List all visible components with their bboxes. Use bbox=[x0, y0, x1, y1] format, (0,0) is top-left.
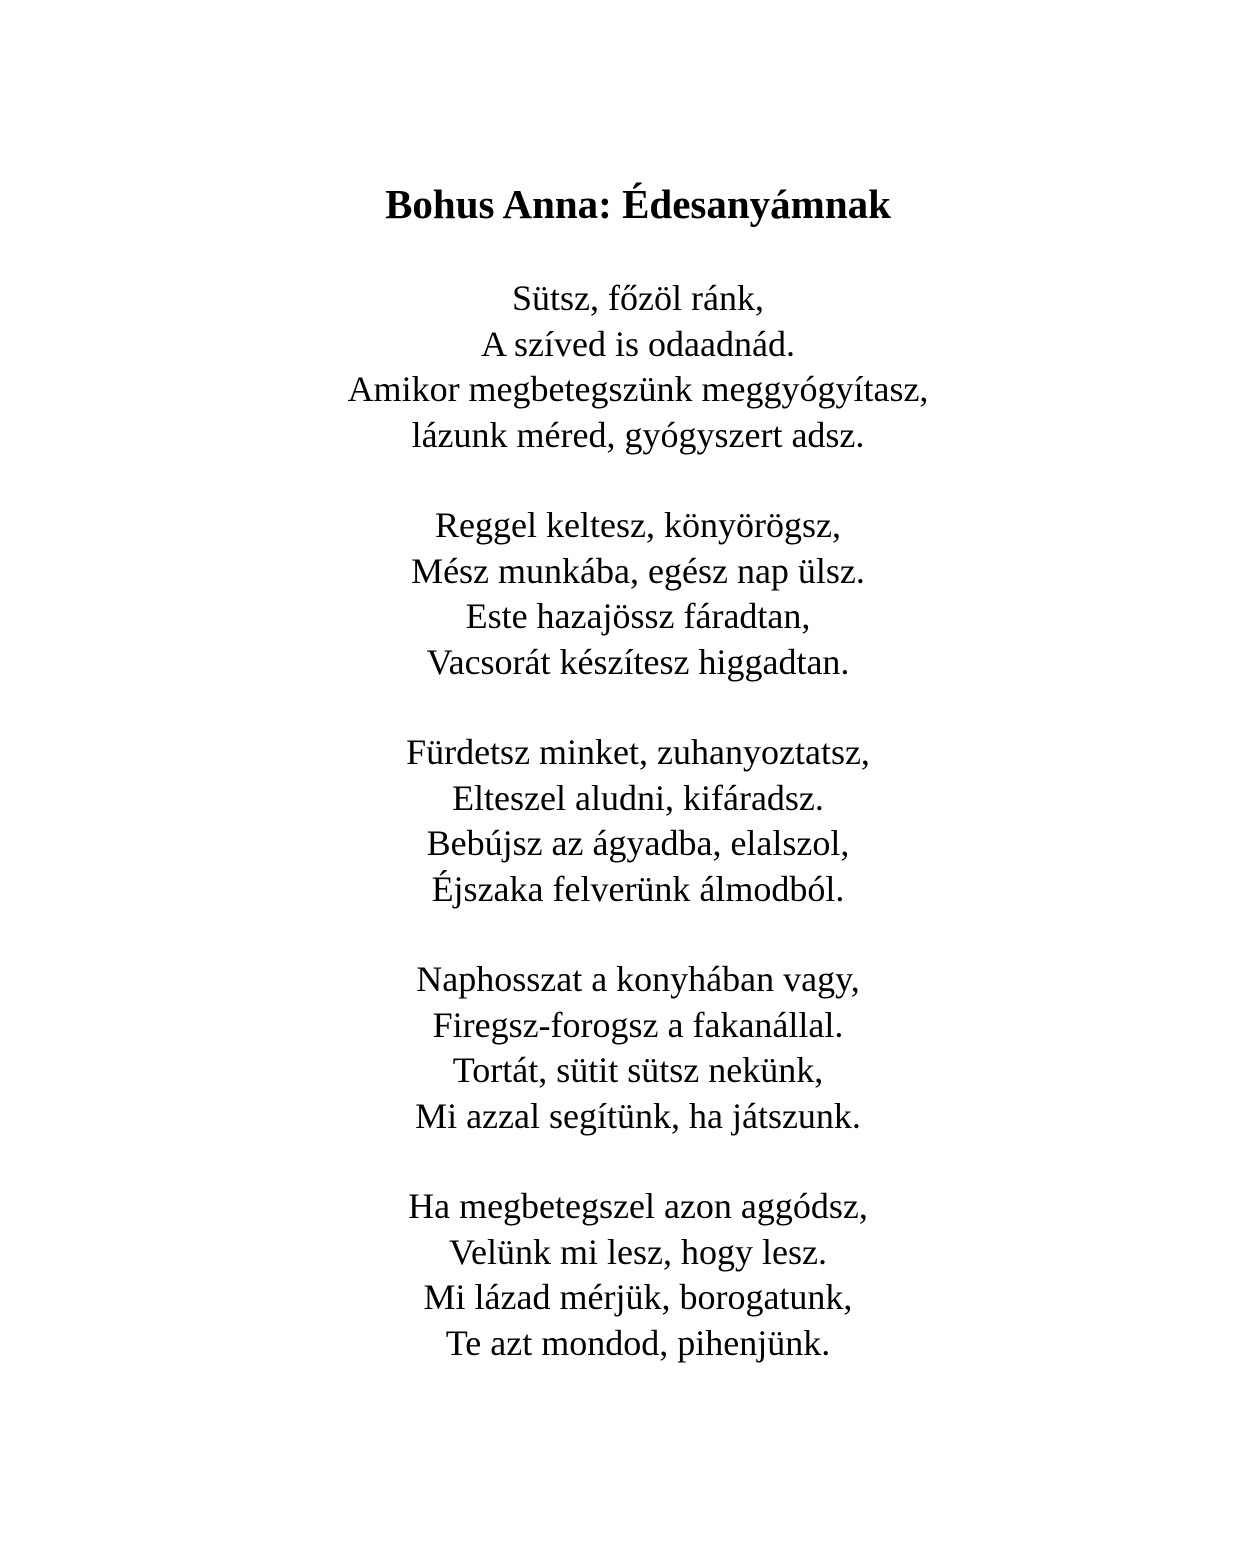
stanza bbox=[0, 503, 1244, 685]
poem-line: Mész munkába, egész nap ülsz. bbox=[411, 550, 865, 591]
poem-line: Vacsorát készítesz higgadtan. bbox=[426, 641, 850, 682]
poem-line: Reggel keltesz, könyörögsz, bbox=[435, 505, 841, 545]
poem-line: Ha megbetegszel azon aggódsz, bbox=[408, 1186, 868, 1226]
poem-line: Mi lázad mérjük, borogatunk, bbox=[423, 1277, 853, 1317]
poem-line: Firegsz-forogsz a fakanállal. bbox=[432, 1004, 844, 1045]
poem-line: Fürdetsz minket, zuhanyoztatsz, bbox=[406, 732, 870, 772]
poem-line: Este hazajössz fáradtan, bbox=[465, 596, 811, 636]
poem-body bbox=[0, 276, 1244, 1411]
poem-line: Amikor megbetegszünk meggyógyítasz, bbox=[347, 369, 929, 409]
poem-title: Bohus Anna: Édesanyámnak bbox=[385, 181, 891, 227]
poem-line: Te azt mondod, pihenjünk. bbox=[445, 1322, 831, 1363]
poem-line: Mi azzal segítünk, ha játszunk. bbox=[415, 1095, 861, 1136]
poem-line: Sütsz, főzöl ránk, bbox=[512, 278, 764, 318]
stanza bbox=[0, 730, 1244, 912]
poem-line: Velünk mi lesz, hogy lesz. bbox=[449, 1231, 827, 1272]
poem-line: Tortát, sütit sütsz nekünk, bbox=[452, 1050, 824, 1090]
poem-line: Elteszel aludni, kifáradsz. bbox=[452, 777, 824, 818]
stanza bbox=[0, 1184, 1244, 1366]
poem-line: Éjszaka felverünk álmodból. bbox=[431, 868, 845, 909]
stanza bbox=[0, 957, 1244, 1139]
poem-line: A szíved is odaadnád. bbox=[481, 323, 795, 364]
poem-line: lázunk méred, gyógyszert adsz. bbox=[411, 414, 865, 455]
poem-line: Bebújsz az ágyadba, elalszol, bbox=[426, 823, 850, 863]
poem-line: Naphosszat a konyhában vagy, bbox=[416, 959, 860, 999]
stanza bbox=[0, 276, 1244, 458]
